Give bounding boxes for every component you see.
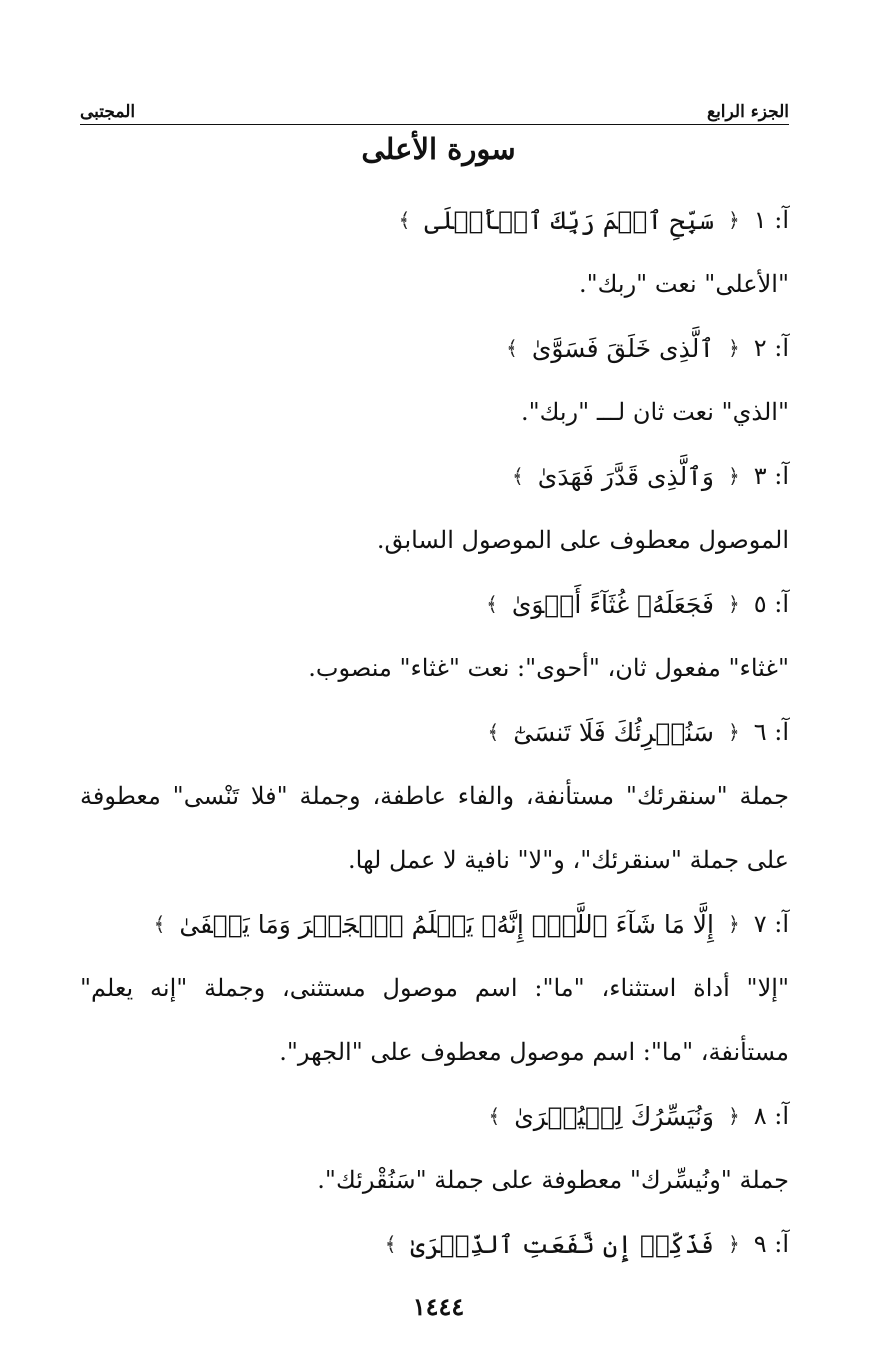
page-number: ١٤٤٤ [412, 1292, 465, 1321]
verse-ref: آ: ١ [753, 206, 789, 234]
ornament-close-icon: ﴾ [486, 592, 498, 616]
verse-ref: آ: ٧ [753, 910, 789, 938]
quran-verse: وَٱلَّذِى قَدَّرَ فَهَدَىٰ [537, 461, 714, 491]
quran-verse: سَنُقۡرِئُكَ فَلَا تَنسَىٰٓ [513, 717, 714, 747]
verse-line [80, 1084, 789, 1148]
verse-ref: آ: ٦ [753, 718, 789, 746]
running-header [80, 92, 789, 125]
ornament-open-icon: ﴿ [728, 1104, 740, 1128]
verse-line [80, 188, 789, 252]
quran-verse: سَبِّحِ ٱسۡمَ رَبِّكَ ٱلۡأَعۡلَى [424, 205, 714, 235]
quran-verse: وَنُيَسِّرُكَ لِلۡيُسۡرَىٰ [514, 1101, 714, 1131]
quran-verse: ٱلَّذِى خَلَقَ فَسَوَّىٰ [531, 333, 714, 363]
verse-ref: آ: ٨ [753, 1102, 789, 1130]
commentary: "غثاء" مفعول ثان، "أحوى": نعت "غثاء" منصوب. [308, 654, 789, 682]
commentary: "الأعلى" نعت "ربك". [579, 270, 789, 298]
verse-ref: آ: ٢ [753, 334, 789, 362]
verse-line [80, 316, 789, 380]
ornament-open-icon: ﴿ [728, 336, 740, 360]
surah-title: سورة الأعلى [361, 132, 516, 166]
commentary: جملة "ونُيسِّرك" معطوفة على جملة "سَنُقْرئك". [317, 1166, 789, 1194]
ornament-open-icon: ﴿ [728, 1232, 740, 1256]
verse-ref: آ: ٥ [753, 590, 789, 618]
quran-verse: فَجَعَلَهُۥ غُثَآءً أَحۡوَىٰ [511, 589, 714, 619]
ornament-close-icon: ﴾ [398, 208, 411, 232]
ornament-close-icon: ﴾ [488, 1104, 501, 1128]
commentary: جملة "سنقرئك" مستأنفة، والفاء عاطفة، وجملة "فلا تَنْسى" معطوفة على جملة "سنقرئك"، و"لا" نافية لا عمل لها. [80, 782, 789, 874]
ornament-close-icon: ﴾ [384, 1232, 397, 1256]
header-part-label: الجزء الرابع [707, 102, 789, 122]
ornament-close-icon: ﴾ [512, 464, 524, 488]
ornament-close-icon: ﴾ [153, 912, 166, 936]
ornament-close-icon: ﴾ [506, 336, 518, 360]
ornament-open-icon: ﴿ [728, 912, 740, 936]
verse-ref: آ: ٣ [753, 462, 789, 490]
verse-line [80, 572, 789, 636]
commentary: "إلا" أداة استثناء، "ما": اسم موصول مستثنى، وجملة "إنه يعلم" مستأنفة، "ما": اسم موصول معطوف على "الجهر". [80, 974, 789, 1066]
verse-line [80, 444, 789, 508]
ornament-open-icon: ﴿ [728, 720, 740, 744]
content [80, 188, 789, 1276]
quran-verse: فَذَكِّرۡ إِن نَّفَعَتِ ٱلذِّكۡرَىٰ [410, 1229, 714, 1259]
commentary: "الذي" نعت ثان لـــ "ربك". [520, 398, 789, 426]
header-book-title: المجتبى [80, 102, 136, 122]
ornament-open-icon: ﴿ [728, 208, 740, 232]
verse-ref: آ: ٩ [753, 1230, 789, 1258]
verse-line [80, 700, 789, 764]
ornament-open-icon: ﴿ [728, 464, 740, 488]
commentary: الموصول معطوف على الموصول السابق. [376, 526, 789, 554]
ornament-close-icon: ﴾ [487, 720, 500, 744]
ornament-open-icon: ﴿ [728, 592, 740, 616]
verse-line [80, 1212, 789, 1276]
verse-line [80, 892, 789, 956]
quran-verse: إِلَّا مَا شَآءَ ٱللَّهُۚ إِنَّهُۥ يَعۡلَمُ ٱلۡجَهۡرَ وَمَا يَخۡفَىٰ [179, 909, 714, 939]
